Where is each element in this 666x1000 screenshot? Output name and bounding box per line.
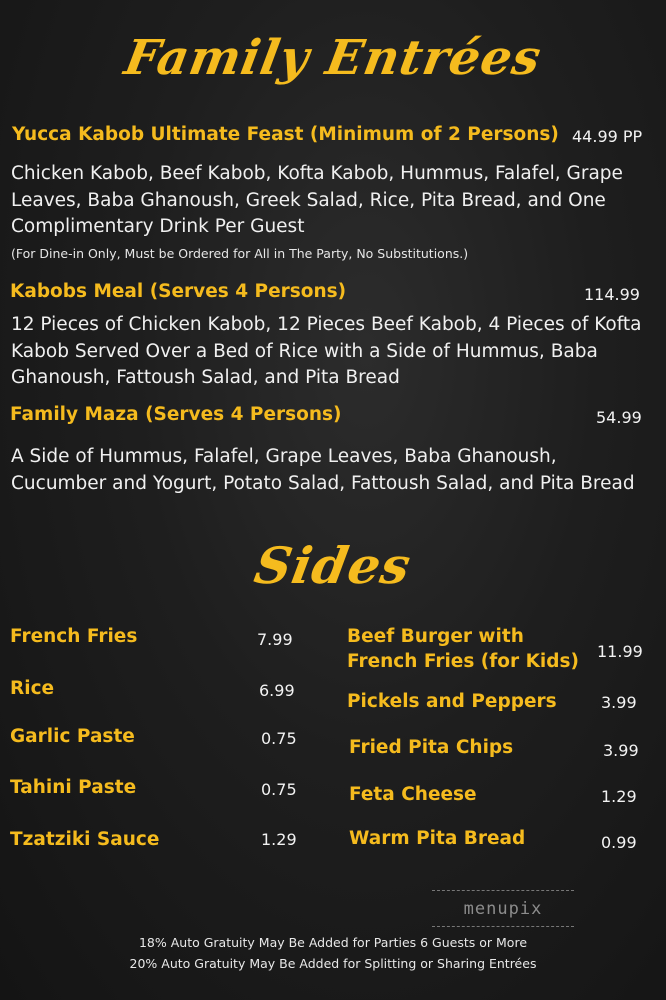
menu-item-note: (For Dine-in Only, Must be Ordered for All in The Party, No Substitutions.)	[11, 246, 469, 261]
side-item-price: 0.99	[601, 833, 637, 852]
menu-item-name: Kabobs Meal (Serves 4 Persons)	[10, 281, 347, 302]
side-item-name: Tzatziki Sauce	[10, 829, 160, 850]
side-item-price: 6.99	[259, 681, 295, 700]
menu-item-price: 44.99 PP	[572, 127, 643, 146]
side-item-price: 1.29	[601, 787, 637, 806]
side-item-price: 1.29	[261, 830, 297, 849]
gratuity-note-parties: 18% Auto Gratuity May Be Added for Parties 6 Guests or More	[138, 935, 528, 950]
side-item-name: Feta Cheese	[349, 784, 477, 805]
watermark-line-top	[432, 890, 574, 891]
side-item-price: 3.99	[603, 741, 639, 760]
side-item-price: 0.75	[261, 780, 297, 799]
gratuity-note-splitting: 20% Auto Gratuity May Be Added for Splitting or Sharing Entrées	[129, 956, 537, 971]
watermark-line-bottom	[432, 926, 574, 927]
menu-item-name: Yucca Kabob Ultimate Feast (Minimum of 2 Persons)	[12, 124, 559, 145]
side-item-price: 7.99	[257, 630, 293, 649]
menupix-watermark	[432, 888, 574, 928]
side-item-name: Rice	[10, 678, 55, 699]
side-item-name: Fried Pita Chips	[349, 737, 514, 758]
side-item-price: 0.75	[261, 729, 297, 748]
side-item-name: Tahini Paste	[10, 777, 137, 798]
side-item-name: Garlic Paste	[10, 726, 135, 747]
family-entrees-title: Family Entrées	[120, 30, 546, 86]
sides-title: Sides	[250, 536, 416, 595]
side-item-price: 11.99	[597, 642, 643, 661]
side-item-name: French Fries	[10, 626, 138, 647]
menu-item-description: 12 Pieces of Chicken Kabob, 12 Pieces Beef Kabob, 4 Pieces of Kofta Kabob Served Over a Bed of Rice with a Side of Hummus, Baba Ghanoush, Fattoush Salad, and Pita Bread	[11, 314, 642, 388]
side-item-name: Pickels and Peppers	[347, 691, 557, 712]
menu-item-description: Chicken Kabob, Beef Kabob, Kofta Kabob, Hummus, Falafel, Grape Leaves, Baba Ghanoush, Greek Salad, Rice, Pita Bread, and One Complimentary Drink Per Guest	[11, 163, 623, 237]
watermark-text: menupix	[463, 899, 543, 919]
menu-item-name: Family Maza (Serves 4 Persons)	[10, 404, 342, 425]
menu-item-price: 54.99	[596, 408, 642, 427]
side-item-name: Warm Pita Bread	[349, 828, 526, 849]
menu-item-description: A Side of Hummus, Falafel, Grape Leaves, Baba Ghanoush, Cucumber and Yogurt, Potato Salad, Fattoush Salad, and Pita Bread	[11, 446, 635, 494]
side-item-name: Beef Burger with French Fries (for Kids)	[347, 626, 579, 672]
side-item-price: 3.99	[601, 693, 637, 712]
menu-item-price: 114.99	[584, 285, 640, 304]
